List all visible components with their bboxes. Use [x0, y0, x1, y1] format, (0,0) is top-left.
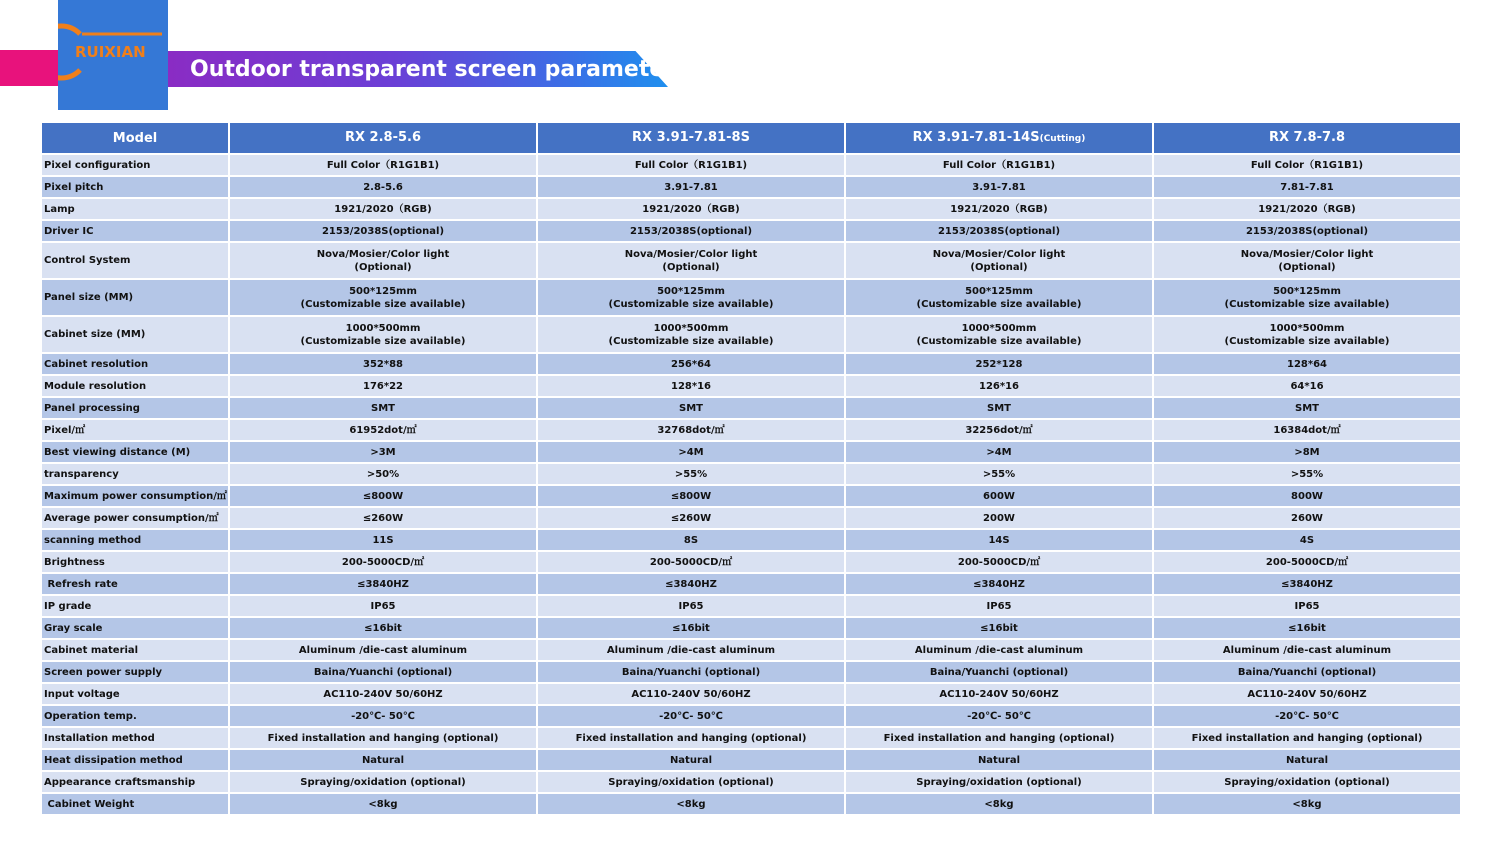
row-label: Pixel pitch: [41, 176, 229, 198]
table-cell: 352*88: [229, 353, 537, 375]
table-cell: 2.8-5.6: [229, 176, 537, 198]
table-cell: AC110-240V 50/60HZ: [229, 683, 537, 705]
table-cell: 32256dot/㎡: [845, 419, 1153, 441]
header-model-label: Model: [41, 122, 229, 154]
table-cell: 1921/2020（RGB): [845, 198, 1153, 220]
table-row: [41, 683, 1461, 705]
header-model-4: RX 7.8-7.8: [1153, 122, 1461, 154]
table-cell: SMT: [1153, 397, 1461, 419]
row-label: Panel processing: [41, 397, 229, 419]
table-cell: ≤16bit: [537, 617, 845, 639]
table-cell: Fixed installation and hanging (optional): [845, 727, 1153, 749]
table-row: [41, 529, 1461, 551]
row-label: Screen power supply: [41, 661, 229, 683]
table-cell: 14S: [845, 529, 1153, 551]
table-cell: 200-5000CD/㎡: [537, 551, 845, 573]
header-model-3: RX 3.91-7.81-14S(Cutting): [845, 122, 1153, 154]
row-label: Brightness: [41, 551, 229, 573]
table-cell: AC110-240V 50/60HZ: [537, 683, 845, 705]
table-cell: Nova/Mosier/Color light (Optional): [1153, 242, 1461, 279]
decorative-pink-bar: [0, 50, 60, 86]
table-cell: 16384dot/㎡: [1153, 419, 1461, 441]
table-cell: 11S: [229, 529, 537, 551]
table-cell: Nova/Mosier/Color light (Optional): [845, 242, 1153, 279]
table-cell: 4S: [1153, 529, 1461, 551]
table-cell: ≤3840HZ: [1153, 573, 1461, 595]
table-cell: <8kg: [229, 793, 537, 815]
table-row: [41, 507, 1461, 529]
table-cell: Fixed installation and hanging (optional): [1153, 727, 1461, 749]
row-label: Cabinet Weight: [41, 793, 229, 815]
table-row: [41, 353, 1461, 375]
table-cell: ≤3840HZ: [229, 573, 537, 595]
row-label: Refresh rate: [41, 573, 229, 595]
table-cell: >4M: [537, 441, 845, 463]
ruixian-logo-icon: [58, 0, 168, 110]
table-cell: ≤260W: [229, 507, 537, 529]
table-cell: ≤800W: [537, 485, 845, 507]
table-cell: 32768dot/㎡: [537, 419, 845, 441]
table-cell: 200-5000CD/㎡: [1153, 551, 1461, 573]
table-cell: Natural: [845, 749, 1153, 771]
row-label: Module resolution: [41, 375, 229, 397]
table-cell: 200W: [845, 507, 1153, 529]
row-label: Best viewing distance (M): [41, 441, 229, 463]
table-row: [41, 279, 1461, 316]
row-label: Operation temp.: [41, 705, 229, 727]
table-cell: >55%: [845, 463, 1153, 485]
row-label: scanning method: [41, 529, 229, 551]
table-cell: Full Color（R1G1B1): [1153, 154, 1461, 176]
table-cell: 1921/2020（RGB): [1153, 198, 1461, 220]
row-label: Cabinet size (MM): [41, 316, 229, 353]
table-cell: Natural: [537, 749, 845, 771]
table-cell: 128*64: [1153, 353, 1461, 375]
table-cell: 3.91-7.81: [845, 176, 1153, 198]
row-label: Cabinet material: [41, 639, 229, 661]
table-row: [41, 727, 1461, 749]
logo-text: RUIXIAN: [75, 43, 146, 61]
table-cell: 2153/2038S(optional): [1153, 220, 1461, 242]
table-cell: Fixed installation and hanging (optional): [537, 727, 845, 749]
table-row: [41, 316, 1461, 353]
table-cell: ≤16bit: [1153, 617, 1461, 639]
table-cell: 1921/2020（RGB): [229, 198, 537, 220]
row-label: Average power consumption/㎡: [41, 507, 229, 529]
table-row: [41, 154, 1461, 176]
table-cell: Natural: [1153, 749, 1461, 771]
table-cell: 500*125mm (Customizable size available): [1153, 279, 1461, 316]
table-cell: IP65: [537, 595, 845, 617]
table-cell: 2153/2038S(optional): [229, 220, 537, 242]
row-label: Maximum power consumption/㎡: [41, 485, 229, 507]
table-cell: Aluminum /die-cast aluminum: [537, 639, 845, 661]
table-cell: AC110-240V 50/60HZ: [845, 683, 1153, 705]
table-row: [41, 639, 1461, 661]
table-cell: ≤800W: [229, 485, 537, 507]
table-row: [41, 463, 1461, 485]
table-cell: 126*16: [845, 375, 1153, 397]
table-cell: IP65: [845, 595, 1153, 617]
table-cell: Full Color（R1G1B1): [229, 154, 537, 176]
header-model-2: RX 3.91-7.81-8S: [537, 122, 845, 154]
table-row: [41, 242, 1461, 279]
table-cell: Full Color（R1G1B1): [537, 154, 845, 176]
table-row: [41, 617, 1461, 639]
row-label: Driver IC: [41, 220, 229, 242]
table-cell: 64*16: [1153, 375, 1461, 397]
table-cell: -20℃- 50℃: [1153, 705, 1461, 727]
table-cell: 2153/2038S(optional): [537, 220, 845, 242]
table-cell: 1000*500mm (Customizable size available): [845, 316, 1153, 353]
table-cell: Spraying/oxidation (optional): [537, 771, 845, 793]
table-row: [41, 220, 1461, 242]
table-cell: 600W: [845, 485, 1153, 507]
row-label: Appearance craftsmanship: [41, 771, 229, 793]
table-cell: 8S: [537, 529, 845, 551]
table-cell: ≤16bit: [229, 617, 537, 639]
table-cell: IP65: [1153, 595, 1461, 617]
table-row: [41, 375, 1461, 397]
header-model-1: RX 2.8-5.6: [229, 122, 537, 154]
table-cell: >3M: [229, 441, 537, 463]
row-label: Heat dissipation method: [41, 749, 229, 771]
table-row: [41, 705, 1461, 727]
table-cell: SMT: [229, 397, 537, 419]
row-label: Cabinet resolution: [41, 353, 229, 375]
table-cell: Nova/Mosier/Color light (Optional): [537, 242, 845, 279]
table-cell: 7.81-7.81: [1153, 176, 1461, 198]
table-cell: Baina/Yuanchi (optional): [537, 661, 845, 683]
table-cell: <8kg: [845, 793, 1153, 815]
table-cell: Spraying/oxidation (optional): [229, 771, 537, 793]
table-cell: 2153/2038S(optional): [845, 220, 1153, 242]
table-cell: -20℃- 50℃: [845, 705, 1153, 727]
brand-logo: [58, 0, 168, 110]
table-row: [41, 198, 1461, 220]
table-cell: -20℃- 50℃: [229, 705, 537, 727]
row-label: IP grade: [41, 595, 229, 617]
table-row: [41, 441, 1461, 463]
table-cell: IP65: [229, 595, 537, 617]
table-cell: 1000*500mm (Customizable size available): [1153, 316, 1461, 353]
table-cell: Baina/Yuanchi (optional): [845, 661, 1153, 683]
table-cell: ≤260W: [537, 507, 845, 529]
table-cell: >55%: [1153, 463, 1461, 485]
table-cell: 128*16: [537, 375, 845, 397]
table-cell: Aluminum /die-cast aluminum: [229, 639, 537, 661]
table-cell: 176*22: [229, 375, 537, 397]
table-cell: AC110-240V 50/60HZ: [1153, 683, 1461, 705]
table-header-row: [41, 122, 1461, 154]
row-label: Pixel/㎡: [41, 419, 229, 441]
table-cell: 1000*500mm (Customizable size available): [229, 316, 537, 353]
table-cell: Nova/Mosier/Color light (Optional): [229, 242, 537, 279]
row-label: Gray scale: [41, 617, 229, 639]
table-row: [41, 176, 1461, 198]
table-cell: >55%: [537, 463, 845, 485]
table-cell: SMT: [845, 397, 1153, 419]
table-cell: >50%: [229, 463, 537, 485]
table-cell: Aluminum /die-cast aluminum: [845, 639, 1153, 661]
table-row: [41, 793, 1461, 815]
row-label: transparency: [41, 463, 229, 485]
table-cell: ≤3840HZ: [845, 573, 1153, 595]
table-cell: 252*128: [845, 353, 1153, 375]
table-row: [41, 771, 1461, 793]
table-cell: 800W: [1153, 485, 1461, 507]
row-label: Panel size (MM): [41, 279, 229, 316]
row-label: Pixel configuration: [41, 154, 229, 176]
table-cell: Spraying/oxidation (optional): [845, 771, 1153, 793]
table-cell: Spraying/oxidation (optional): [1153, 771, 1461, 793]
page-title: Outdoor transparent screen parameters: [190, 57, 689, 82]
table-cell: SMT: [537, 397, 845, 419]
table-cell: 1000*500mm (Customizable size available): [537, 316, 845, 353]
table-cell: >8M: [1153, 441, 1461, 463]
table-cell: Fixed installation and hanging (optional): [229, 727, 537, 749]
table-cell: 3.91-7.81: [537, 176, 845, 198]
table-cell: Aluminum /die-cast aluminum: [1153, 639, 1461, 661]
parameters-table: [40, 121, 1462, 816]
table-cell: 61952dot/㎡: [229, 419, 537, 441]
table-row: [41, 419, 1461, 441]
table-cell: -20℃- 50℃: [537, 705, 845, 727]
table-cell: >4M: [845, 441, 1153, 463]
table-cell: <8kg: [537, 793, 845, 815]
table-cell: 260W: [1153, 507, 1461, 529]
table-cell: Baina/Yuanchi (optional): [1153, 661, 1461, 683]
table-cell: Natural: [229, 749, 537, 771]
table-row: [41, 551, 1461, 573]
table-cell: Baina/Yuanchi (optional): [229, 661, 537, 683]
table-cell: ≤3840HZ: [537, 573, 845, 595]
table-cell: <8kg: [1153, 793, 1461, 815]
table-cell: 256*64: [537, 353, 845, 375]
table-row: [41, 661, 1461, 683]
table-row: [41, 595, 1461, 617]
row-label: Installation method: [41, 727, 229, 749]
table-cell: 500*125mm (Customizable size available): [537, 279, 845, 316]
row-label: Input voltage: [41, 683, 229, 705]
table-row: [41, 397, 1461, 419]
table-row: [41, 573, 1461, 595]
table-cell: 500*125mm (Customizable size available): [229, 279, 537, 316]
row-label: Lamp: [41, 198, 229, 220]
table-cell: 1921/2020（RGB): [537, 198, 845, 220]
table-row: [41, 749, 1461, 771]
table-cell: Full Color（R1G1B1): [845, 154, 1153, 176]
table-cell: 200-5000CD/㎡: [845, 551, 1153, 573]
table-row: [41, 485, 1461, 507]
row-label: Control System: [41, 242, 229, 279]
table-cell: 500*125mm (Customizable size available): [845, 279, 1153, 316]
table-cell: 200-5000CD/㎡: [229, 551, 537, 573]
table-cell: ≤16bit: [845, 617, 1153, 639]
